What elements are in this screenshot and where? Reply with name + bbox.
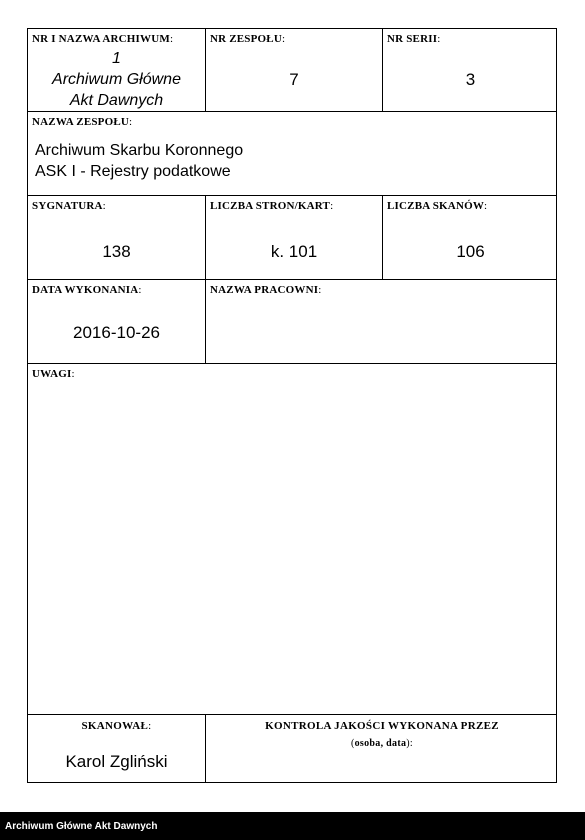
cell-qc [205,715,558,782]
date-label: DATA WYKONANIA: [32,284,142,296]
fonds-name-line1: Archiwum Skarbu Koronnego [35,142,244,159]
row-notes [28,364,556,715]
archive-name-line2: Akt Dawnych [69,92,164,109]
cell-fonds-no [205,29,382,111]
qc-label: KONTROLA JAKOŚCI WYKONANA PRZEZ [265,720,499,732]
cell-archive [28,29,205,111]
row-signoff [28,715,556,782]
scanned-by-label: SKANOWAŁ: [81,720,152,732]
fonds-name-line2: ASK I - Rejestry podatkowe [35,163,231,180]
scans-label: LICZBA SKANÓW: [387,200,488,212]
notes-label: UWAGI: [32,368,75,380]
archive-name-line1: Archiwum Główne [52,71,181,88]
fonds-name-label: NAZWA ZESPOŁU: [32,116,133,128]
row-date [28,280,556,364]
scans-value: 106 [456,242,485,261]
signature-label: SYGNATURA: [32,200,106,212]
date-value: 2016-10-26 [73,323,160,342]
footer-bar [0,812,585,840]
pages-value: k. 101 [270,242,318,261]
cell-date [28,280,205,363]
series-no-value: 3 [465,70,476,89]
fonds-no-value: 7 [289,70,299,89]
row-signature [28,196,556,280]
archive-label: NR I NAZWA ARCHIWUM: [32,33,174,45]
studio-label: NAZWA PRACOWNI: [210,284,322,296]
pages-label: LICZBA STRON/KART: [210,200,334,212]
cell-studio [205,280,558,363]
cell-pages [205,196,382,279]
cell-series-no [382,29,558,111]
qc-sublabel: (osoba, data): [350,738,413,749]
cell-scanned-by [28,715,205,782]
cell-scans [382,196,558,279]
fonds-no-label: NR ZESPOŁU: [210,33,286,45]
scanned-by-value: Karol Zgliński [65,752,168,771]
footer-text: Archiwum Główne Akt Dawnych [5,821,158,832]
fonds-name-value [35,140,243,182]
archive-number: 1 [112,50,121,67]
row-archive [28,29,556,112]
signature-value: 138 [102,242,131,261]
cell-signature [28,196,205,279]
row-fonds-name [28,112,556,196]
series-no-label: NR SERII: [387,33,441,45]
metadata-form [27,28,557,783]
